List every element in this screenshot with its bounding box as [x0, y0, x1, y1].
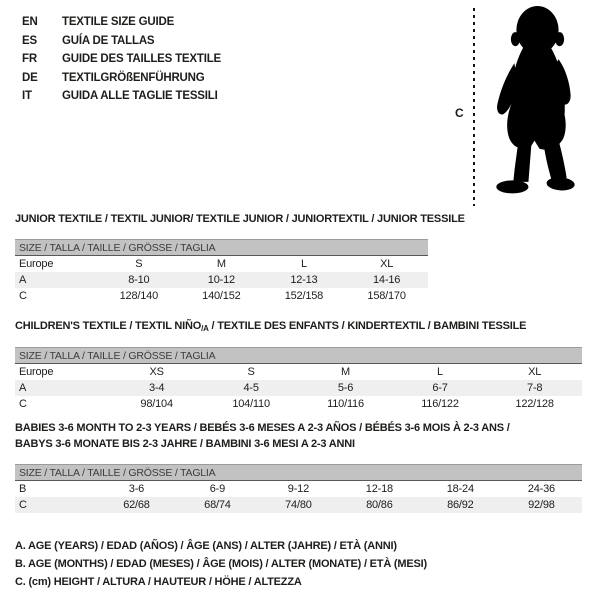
table-row-age-months: [15, 481, 582, 497]
cell: 6-9: [209, 482, 226, 495]
height-dashed-line: [473, 8, 475, 206]
columns-row: [15, 256, 428, 272]
cell: 122/128: [515, 397, 554, 410]
size-column: L: [437, 365, 443, 378]
legend-height: C. (cm) HEIGHT / ALTURA / HAUTEUR / HÖHE / ALTEZZA: [15, 576, 302, 588]
cell: 98/104: [140, 397, 173, 410]
title-subscript: /A: [201, 324, 209, 333]
title-line-2: BABYS 3-6 MONATE BIS 2-3 JAHRE / BAMBINI 3-6 MESI A 2-3 ANNI: [15, 438, 355, 450]
cell: 5-6: [298, 380, 392, 396]
size-header-bar: SIZE / TALLA / TAILLE / GRÖSSE / TAGLIA: [15, 465, 582, 481]
language-title-list: [22, 13, 221, 106]
baby-silhouette-icon: [481, 3, 595, 209]
cell: 68/74: [177, 497, 258, 513]
cell: 6-7: [393, 380, 487, 396]
cell: 24-36: [527, 482, 555, 495]
babies-size-table: [15, 464, 582, 513]
table-row-height: [15, 497, 582, 513]
size-header-bar: SIZE / TALLA / TAILLE / GRÖSSE / TAGLIA: [15, 240, 428, 256]
guide-title: GUÍA DE TALLAS: [62, 34, 155, 47]
size-header-bar: SIZE / TALLA / TAILLE / GRÖSSE / TAGLIA: [15, 348, 582, 364]
language-code: ES: [22, 34, 37, 47]
language-row-de: [22, 69, 221, 88]
cell: 12-18: [365, 482, 393, 495]
cell: 3-4: [109, 380, 203, 396]
cell: 128/140: [119, 289, 158, 302]
guide-title: TEXTILE SIZE GUIDE: [62, 16, 175, 29]
language-row-it: [22, 87, 221, 106]
junior-section-title: JUNIOR TEXTILE / TEXTIL JUNIOR/ TEXTILE JUNIOR / JUNIORTEXTIL / JUNIOR TESSILE: [15, 213, 465, 225]
cell: 3-6: [128, 482, 145, 495]
legend-age-months: B. AGE (MONTHS) / EDAD (MESES) / ÂGE (MOIS) / ALTER (MONATE) / ETÀ (MESI): [15, 558, 427, 570]
size-column: XS: [149, 365, 164, 378]
cell: 86/92: [420, 497, 501, 513]
cell: 110/116: [327, 397, 364, 410]
guide-title: GUIDE DES TAILLES TEXTILE: [62, 53, 221, 66]
row-label: C: [15, 497, 96, 513]
language-code: EN: [22, 16, 38, 29]
cell: 116/122: [421, 397, 459, 410]
table-row-age: [15, 272, 428, 288]
title-text: CHILDREN'S TEXTILE / TEXTIL NIÑO: [15, 320, 202, 332]
cell: 7-8: [487, 380, 582, 396]
table-row-height: [15, 396, 582, 412]
cell: 14-16: [345, 272, 428, 288]
language-code: FR: [22, 53, 37, 66]
cell: 12-13: [263, 272, 346, 288]
size-column: S: [247, 365, 255, 378]
cell: 152/158: [284, 289, 324, 302]
language-code: DE: [22, 71, 38, 84]
region-label: Europe: [19, 257, 54, 270]
language-row-es: [22, 32, 221, 51]
cell: 158/170: [367, 289, 406, 302]
language-row-en: [22, 13, 221, 32]
size-column: XL: [380, 257, 394, 270]
junior-size-table: [15, 239, 428, 304]
cell: 4-5: [204, 380, 298, 396]
children-size-table: [15, 347, 582, 412]
size-column: L: [300, 257, 307, 270]
height-measure-label: C: [455, 106, 464, 120]
size-column: XL: [528, 365, 542, 378]
guide-title: GUIDA ALLE TAGLIE TESSILI: [62, 90, 218, 103]
children-section-title: [15, 318, 526, 337]
cell: 74/80: [258, 497, 339, 513]
region-label: Europe: [19, 365, 54, 378]
size-header-row: [15, 465, 582, 481]
size-header-row: [15, 348, 582, 364]
row-label: A: [15, 380, 109, 396]
table-row-age: [15, 380, 582, 396]
cell: 92/98: [501, 497, 582, 513]
size-column: M: [216, 257, 226, 270]
cell: 140/152: [202, 289, 241, 302]
title-line-1: BABIES 3-6 MONTH TO 2-3 YEARS / BEBÉS 3-6 MESES A 2-3 AÑOS / BÉBÉS 3-6 MOIS À 2-3 ANS /: [15, 422, 510, 434]
babies-section-title: [15, 420, 510, 452]
language-row-fr: [22, 50, 221, 69]
row-label: C: [19, 397, 27, 410]
size-column: S: [135, 257, 143, 270]
language-code: IT: [22, 90, 32, 103]
guide-title: TEXTILGRÖßENFÜHRUNG: [62, 71, 205, 84]
cell: 104/110: [232, 397, 270, 410]
cell: 62/68: [96, 497, 177, 513]
cell: 18-24: [446, 482, 474, 495]
measure-legend: [15, 537, 427, 591]
title-text: / TEXTILE DES ENFANTS / KINDERTEXTIL / BAMBINI TESSILE: [208, 320, 527, 332]
size-header-row: [15, 240, 428, 256]
legend-age-years: A. AGE (YEARS) / EDAD (AÑOS) / ÂGE (ANS) / ALTER (JAHRE) / ETÀ (ANNI): [15, 540, 397, 552]
size-column: M: [341, 365, 351, 378]
table-row-height: [15, 288, 428, 304]
cell: 8-10: [98, 272, 181, 288]
row-label: C: [19, 289, 27, 302]
row-label: A: [15, 272, 98, 288]
row-label: B: [19, 482, 27, 495]
cell: 80/86: [339, 497, 420, 513]
cell: 10-12: [180, 272, 263, 288]
columns-row: [15, 364, 582, 380]
cell: 9-12: [287, 482, 309, 495]
